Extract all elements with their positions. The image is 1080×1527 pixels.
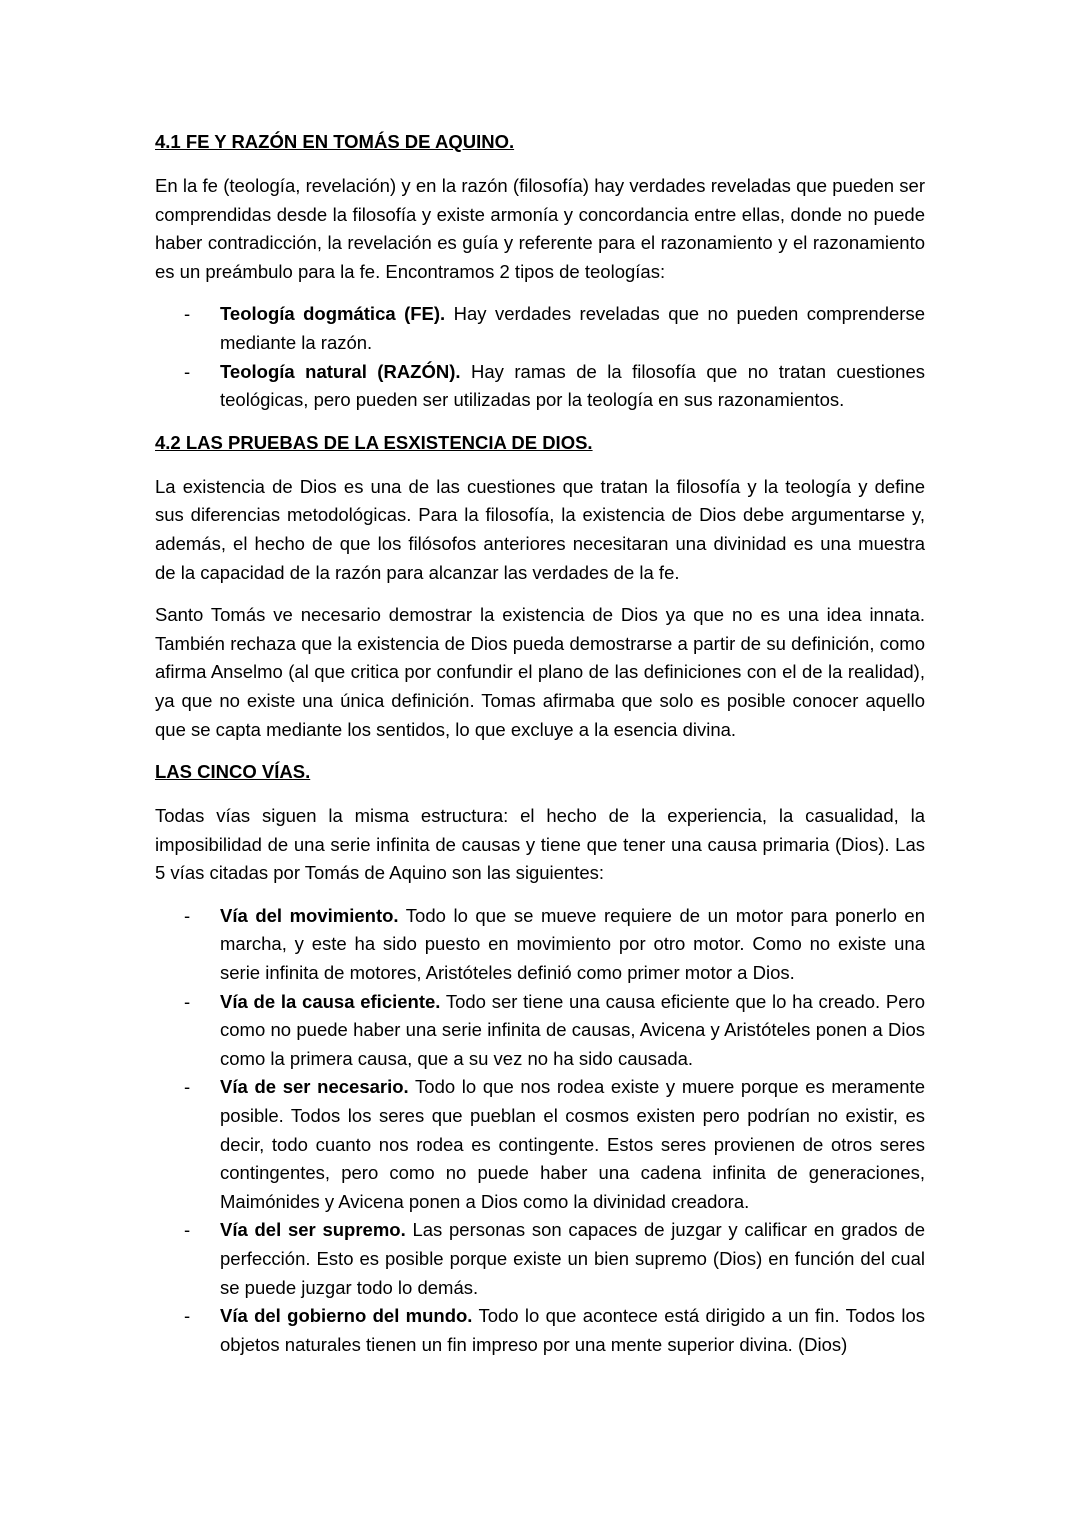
list-item-term: Vía del ser supremo. — [220, 1219, 406, 1241]
list-item — [155, 902, 925, 988]
list-dash: - — [184, 1076, 191, 1098]
list-item — [155, 358, 925, 415]
list-item-text: Todo lo que acontece está dirigido a un fin. Todos los objetos naturales tienen un fin impreso por una mente superior divina. (Dios) — [220, 1305, 925, 1355]
list-dash: - — [184, 904, 191, 926]
paragraph-pruebas-1: La existencia de Dios es una de las cuestiones que tratan la filosofía y la teología y define sus diferencias metodológicas. Para la filosofía, la existencia de Dios debe argumentarse y, además, el hecho de que los filósofos anteriores necesitaran una divinidad es una muestra de la capacidad de la razón para alcanzar las verdades de la fe. — [155, 475, 925, 583]
list-item-term: Vía de la causa eficiente. — [220, 990, 441, 1012]
paragraph-pruebas-2: Santo Tomás ve necesario demostrar la existencia de Dios ya que no es una idea innata. También rechaza que la existencia de Dios pueda demostrarse a partir de su definición, como afirma Anselmo (al que critica por confundir el plano de las definiciones con el de la realidad), ya que no existe una única definición. Tomas afirmaba que solo es posible conocer aquello que se capta mediante los sentidos, lo que excluye a la esencia divina. — [155, 604, 925, 740]
paragraph-fe-razon: En la fe (teología, revelación) y en la razón (filosofía) hay verdades reveladas que pueden ser comprendidas desde la filosofía y existe armonía y concordancia entre ellas, donde no puede haber contradicción, la revelación es guía y referente para el razonamiento y el razonamiento es un preámbulo para la fe. Encontramos 2 tipos de teologías: — [155, 175, 925, 282]
teologias-list — [155, 300, 925, 414]
list-item — [155, 1216, 925, 1302]
vias-list — [155, 902, 925, 1360]
section-heading-fe-razon: 4.1 FE Y RAZÓN EN TOMÁS DE AQUINO. — [155, 131, 515, 152]
list-item-text: Hay ramas de la filosofía que no tratan cuestiones teológicas, pero pueden ser utilizadas por la teología en sus razonamientos. — [220, 360, 925, 411]
list-item-text: Las personas son capaces de juzgar y calificar en grados de perfección. Esto es posible porque existe un bien supremo (Dios) en función del cual se puede juzgar todo lo demás. — [220, 1219, 925, 1298]
list-item — [155, 300, 925, 357]
section-heading-pruebas: 4.2 LAS PRUEBAS DE LA ESXISTENCIA DE DIOS. — [155, 431, 593, 453]
list-item-text: Todo ser tiene una causa eficiente que lo ha creado. Pero como no puede haber una serie infinita de causas, Avicena y Aristóteles ponen a Dios como la primera causa, que a su vez no ha sido causada. — [220, 990, 926, 1069]
list-item-term: Vía del gobierno del mundo. — [220, 1305, 473, 1327]
paragraph-cinco-vias: Todas vías siguen la misma estructura: el hecho de la experiencia, la casualidad, la imposibilidad de una serie infinita de causas y tiene que tener una causa primaria (Dios). Las 5 vías citadas por Tomás de Aquino son las siguientes: — [155, 805, 925, 884]
list-dash: - — [184, 360, 191, 382]
list-item-text: Hay verdades reveladas que no pueden comprenderse mediante la razón. — [220, 303, 925, 353]
list-item-term: Vía de ser necesario. — [220, 1076, 409, 1098]
list-dash: - — [184, 990, 191, 1012]
list-item-term: Teología dogmática (FE). — [220, 303, 446, 325]
list-item-term: Vía del movimiento. — [220, 904, 399, 926]
list-item — [155, 1073, 925, 1216]
list-dash: - — [184, 1305, 191, 1327]
section-heading-cinco-vias: LAS CINCO VÍAS. — [155, 761, 311, 783]
list-dash: - — [184, 303, 191, 325]
list-item — [155, 988, 925, 1074]
list-item — [155, 1302, 925, 1359]
list-dash: - — [184, 1219, 191, 1241]
list-item-term: Teología natural (RAZÓN). — [220, 360, 461, 382]
list-item-text: Todo lo que nos rodea existe y muere porque es meramente posible. Todos los seres que pueblan el cosmos existen pero podrían no existir, es decir, todo cuanto nos rodea es contingente. Estos seres provienen de otros seres contingentes, pero como no puede haber una cadena infinita de generaciones, Maimónides y Avicena ponen a Dios como la divinidad creadora. — [220, 1076, 925, 1212]
document-page — [155, 128, 925, 1373]
list-item-text: Todo lo que se mueve requiere de un motor para ponerlo en marcha, y este ha sido puesto en movimiento por otro motor. Como no existe una serie infinita de motores, Aristóteles definió como primer motor a Dios. — [220, 904, 925, 984]
